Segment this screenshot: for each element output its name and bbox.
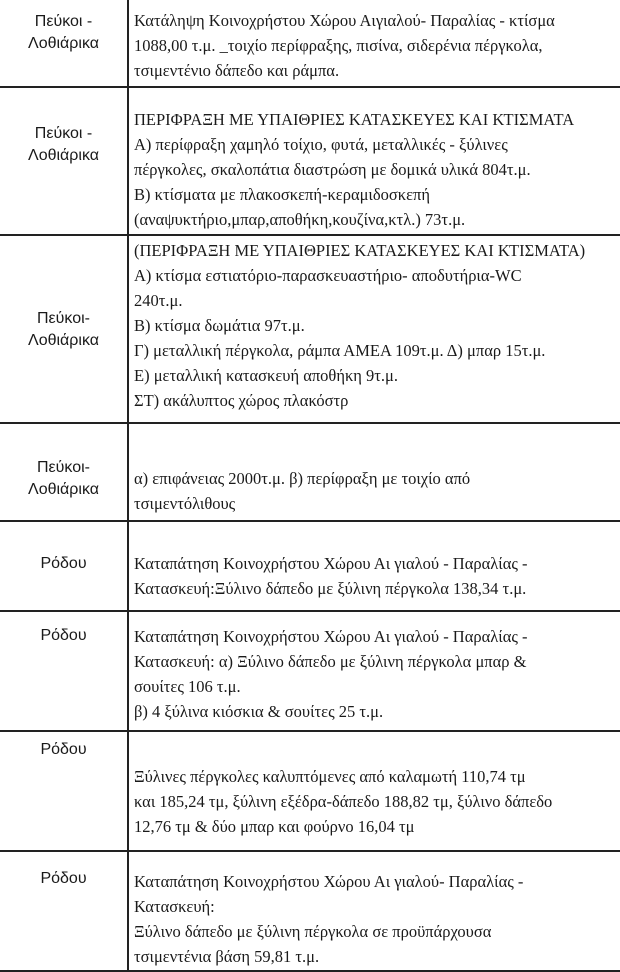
column-divider [127,0,129,972]
location-cell [0,309,127,353]
description-line: και 185,24 τμ, ξύλινη εξέδρα-δάπεδο 188,82 τμ, ξύλινο δάπεδο [134,792,553,811]
description-line: τσιμεντόλιθους [134,494,236,513]
description-line: Κατασκευή: [134,897,215,916]
description-line: Καταπάτηση Κοινοχρήστου Χώρου Αι γιαλού- Παραλίας - [134,872,524,891]
location-cell [0,124,127,168]
description-line: (αναψυκτήριο,μπαρ,αποθήκη,κουζίνα,κτλ.) 73τ.μ. [134,210,466,229]
description-line: τσιμεντένια βάση 59,81 τ.μ. [134,947,320,966]
description-line: 1088,00 τ.μ. _τοιχίο περίφραξης, πισίνα, σιδερένια πέργκολα, [134,36,543,55]
table-row [0,0,620,88]
description-line: σουίτες 106 τ.μ. [134,677,241,696]
table-row [0,88,620,236]
location-line: Ρόδου [40,627,87,644]
description-line: Α) περίφραξη χαμηλό τοίχιο, φυτά, μεταλλικές - ξύλινες [134,135,508,154]
description-cell [134,869,620,969]
location-cell [0,554,127,576]
table-row [0,522,620,612]
location-cell [0,626,127,648]
description-line: Β) κτίσμα δωμάτια 97τ.μ. [134,316,305,335]
description-line: 240τ.μ. [134,291,183,310]
description-line: Ξύλινες πέργκολες καλυπτόμενες από καλαμωτή 110,74 τμ [134,767,526,786]
location-line: Λοθιάρικα [28,481,99,498]
description-line: (ΠΕΡΙΦΡΑΞΗ ΜΕ ΥΠΑΙΘΡΙΕΣ ΚΑΤΑΣΚΕΥΕΣ ΚΑΙ ΚΤΙΣΜΑΤΑ) [134,241,586,260]
description-line: Κατασκευή: α) Ξύλινο δάπεδο με ξύλινη πέργκολα μπαρ & [134,652,527,671]
table-row [0,424,620,522]
location-line: Πεύκοι - [34,13,93,30]
location-line: Πεύκοι- [36,310,91,327]
location-line: Πεύκοι - [34,125,93,142]
table-row [0,236,620,424]
description-line: ΠΕΡΙΦΡΑΞΗ ΜΕ ΥΠΑΙΘΡΙΕΣ ΚΑΤΑΣΚΕΥΕΣ ΚΑΙ ΚΤΙΣΜΑΤΑ [134,110,575,129]
description-line: α) επιφάνειας 2000τ.μ. β) περίφραξη με τοιχίο από [134,469,471,488]
description-cell [134,8,620,83]
description-cell [134,624,620,724]
location-line: Λοθιάρικα [28,35,99,52]
location-line: Πεύκοι- [36,459,91,476]
description-line: Κατάληψη Κοινοχρήστου Χώρου Αιγιαλού- Παραλίας - κτίσμα [134,11,555,30]
description-cell [134,466,620,516]
description-cell [134,238,620,413]
description-line: Γ) μεταλλική πέργκολα, ράμπα ΑΜΕΑ 109τ.μ. Δ) μπαρ 15τ.μ. [134,341,546,360]
description-line: Κατασκευή:Ξύλινο δάπεδο με ξύλινη πέργκολα 138,34 τ.μ. [134,579,527,598]
description-cell [134,551,620,601]
description-cell [134,764,620,839]
table-row [0,612,620,732]
description-line: 12,76 τμ & δύο μπαρ και φούρνο 16,04 τμ [134,817,415,836]
description-line: Ξύλινο δάπεδο με ξύλινη πέργκολα σε προϋπάρχουσα [134,922,492,941]
location-line: Λοθιάρικα [28,147,99,164]
location-line: Λοθιάρικα [28,332,99,349]
location-cell [0,458,127,502]
description-line: τσιμεντένιο δάπεδο και ράμπα. [134,61,340,80]
location-line: Ρόδου [40,870,87,887]
description-line: πέργκολες, σκαλοπάτια διαστρώση με δομικά υλικά 804τ.μ. [134,160,531,179]
location-cell [0,740,127,762]
location-line: Ρόδου [40,555,87,572]
description-line: Α) κτίσμα εστιατόριο-παρασκευαστήριο- αποδυτήρια-WC [134,266,522,285]
description-line: Καταπάτηση Κοινοχρήστου Χώρου Αι γιαλού - Παραλίας - [134,554,528,573]
location-cell [0,869,127,891]
description-line: Β) κτίσματα με πλακοσκεπή-κεραμιδοσκεπή [134,185,430,204]
description-line: Καταπάτηση Κοινοχρήστου Χώρου Αι γιαλού - Παραλίας - [134,627,528,646]
table-row [0,852,620,972]
location-line: Ρόδου [40,741,87,758]
description-line: Ε) μεταλλική κατασκευή αποθήκη 9τ.μ. [134,366,399,385]
description-line: ΣΤ) ακάλυπτος χώρος πλακόστρ [134,391,349,410]
description-line: β) 4 ξύλινα κιόσκια & σουίτες 25 τ.μ. [134,702,384,721]
table-row [0,732,620,852]
location-cell [0,12,127,56]
description-cell [134,107,620,232]
